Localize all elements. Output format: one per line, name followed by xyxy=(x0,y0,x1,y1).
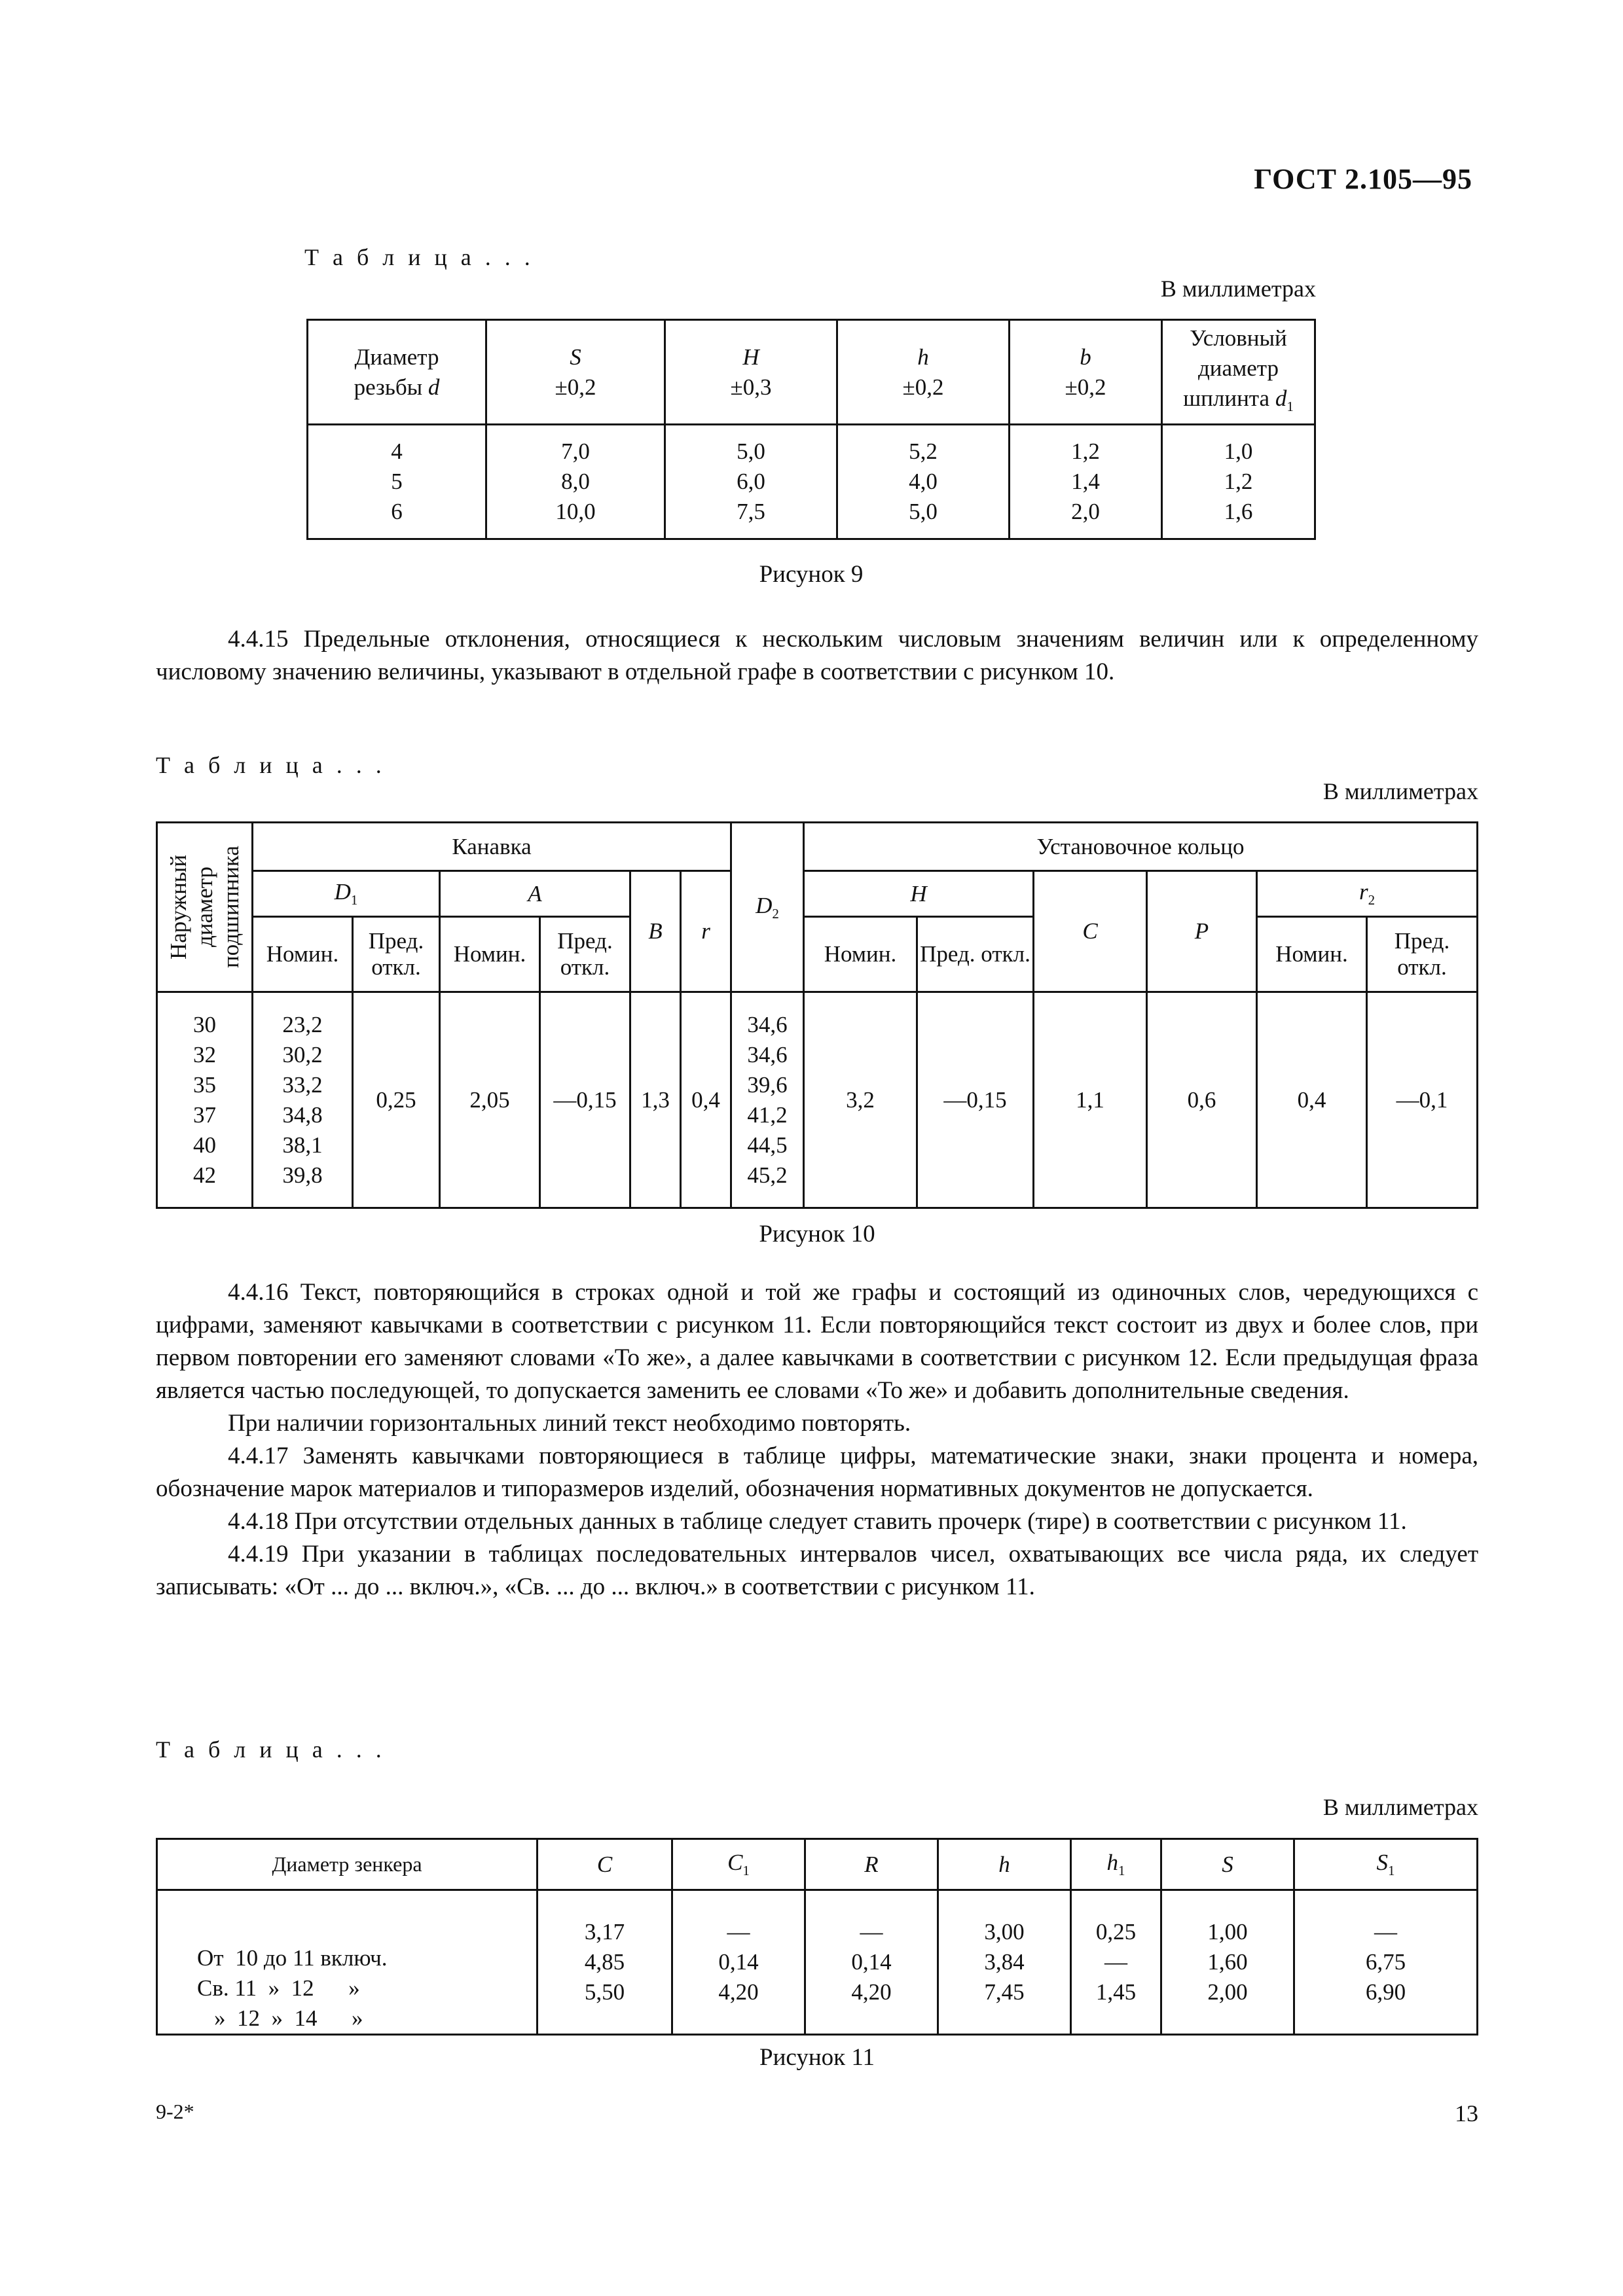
table9 xyxy=(306,319,1316,540)
t9-col-H: 5,0 6,0 7,5 xyxy=(665,425,837,539)
t9-header-h: h ±0,2 xyxy=(837,320,1010,425)
t10-col-D1-nom: 23,2 30,2 33,2 34,8 38,1 39,8 xyxy=(253,992,353,1208)
footer-signature: 9-2* xyxy=(156,2100,194,2123)
t11-col-h: 3,00 3,84 7,45 xyxy=(938,1890,1071,2035)
t11-col-S: 1,00 1,60 2,00 xyxy=(1161,1890,1294,2035)
t10-header-r: r xyxy=(681,871,731,992)
t11-col-C1: — 0,14 4,20 xyxy=(672,1890,805,2035)
t10-D1-dev: 0,25 xyxy=(353,992,440,1208)
t10-r: 0,4 xyxy=(681,992,731,1208)
t10-H-dev-header: Пред. откл. xyxy=(917,917,1034,992)
t11-col-C: 3,17 4,85 5,50 xyxy=(538,1890,672,2035)
paragraph-repeat-lines: При наличии горизонтальных линий текст необходимо повторять. xyxy=(228,1410,911,1437)
paragraph-4-4-15: 4.4.15 Предельные отклонения, относящиеся к нескольким числовым значениям величин или к определенному числовому значению величины, указывают в отдельной графе в соответствии с рисунком 10. xyxy=(156,626,1478,685)
t10-A-nom: 2,05 xyxy=(440,992,540,1208)
t10-C: 1,1 xyxy=(1034,992,1147,1208)
paragraph-4-4-18: 4.4.18 При отсутствии отдельных данных в таблице следует ставить прочерк (тире) в соответствии с рисунком 11. xyxy=(228,1508,1407,1535)
figure10-caption: Рисунок 10 xyxy=(759,1221,875,1247)
t10-D1-dev-header: Пред. откл. xyxy=(353,917,440,992)
t10-P: 0,6 xyxy=(1147,992,1257,1208)
table10-units: В миллиметрах xyxy=(1322,778,1478,804)
table11 xyxy=(156,1838,1478,2036)
table10-label: Т а б л и ц а . . . xyxy=(156,752,386,778)
t10-header-A: A xyxy=(440,871,630,917)
t10-col-D2: 34,6 34,6 39,6 41,2 44,5 45,2 xyxy=(731,992,804,1208)
t10-r2-dev: —0,1 xyxy=(1367,992,1478,1208)
t11-col-S1: — 6,75 6,90 xyxy=(1294,1890,1478,2035)
t10-header-D2: $D_2$ xyxy=(731,823,804,992)
t11-header-h1: $h_1$ xyxy=(1071,1839,1161,1890)
paragraph-4-4-19: 4.4.19 При указании в таблицах последовательных интервалов чисел, охватывающих все числа ряда, их следует записывать: «От ... до ... включ.», «Св. ... до ... включ.» в соответствии с рисунком 11. xyxy=(156,1541,1478,1600)
t10-H-dev: —0,15 xyxy=(917,992,1034,1208)
t10-header-r2: $r_2$ xyxy=(1257,871,1478,917)
t10-header-D1: $D_1$ xyxy=(253,871,440,917)
figure11-caption: Рисунок 11 xyxy=(759,2044,875,2071)
t9-header-d: Диаметр резьбы d xyxy=(308,320,486,425)
t10-header-outer: Наружный диаметр подшипника xyxy=(157,823,253,992)
table9-units: В миллиметрах xyxy=(1160,276,1316,302)
t10-header-C: C xyxy=(1034,871,1147,992)
t10-r2-nom-header: Номин. xyxy=(1257,917,1367,992)
t10-header-ring: Установочное кольцо xyxy=(804,823,1478,871)
t10-D1-nom-header: Номин. xyxy=(253,917,353,992)
t11-header-C: C xyxy=(538,1839,672,1890)
t10-header-H: H xyxy=(804,871,1034,917)
figure9-caption: Рисунок 9 xyxy=(759,561,864,588)
t10-header-groove: Канавка xyxy=(253,823,731,871)
t9-header-d1: Условный диаметр шплинта $d_1$ xyxy=(1162,320,1315,425)
t11-col-diameter: От 10 до 11 включ. Св. 11 » 12 » » 12 » 14 » xyxy=(157,1890,538,2035)
t10-col-outer: 30 32 35 37 40 42 xyxy=(157,992,253,1208)
t9-col-S: 7,0 8,0 10,0 xyxy=(486,425,665,539)
t10-H-nom: 3,2 xyxy=(804,992,917,1208)
t9-header-H: H ±0,3 xyxy=(665,320,837,425)
t9-col-b: 1,2 1,4 2,0 xyxy=(1010,425,1162,539)
t11-header-C1: $C_1$ xyxy=(672,1839,805,1890)
table9-label: Т а б л и ц а . . . xyxy=(304,244,534,270)
t9-header-S: S ±0,2 xyxy=(486,320,665,425)
t11-header-S: S xyxy=(1161,1839,1294,1890)
t9-header-b: b ±0,2 xyxy=(1010,320,1162,425)
t11-col-R: — 0,14 4,20 xyxy=(805,1890,938,2035)
t10-A-dev: —0,15 xyxy=(540,992,630,1208)
paragraphs-4-4-16-to-4-4-19 xyxy=(156,1276,1478,1604)
document-code: ГОСТ 2.105—95 xyxy=(1254,163,1472,195)
t9-col-d: 4 5 6 xyxy=(308,425,486,539)
table10 xyxy=(156,821,1478,1209)
t10-H-nom-header: Номин. xyxy=(804,917,917,992)
t10-r2-nom: 0,4 xyxy=(1257,992,1367,1208)
t11-header-R: R xyxy=(805,1839,938,1890)
t9-col-d1: 1,0 1,2 1,6 xyxy=(1162,425,1315,539)
t10-header-B: B xyxy=(630,871,681,992)
t10-B: 1,3 xyxy=(630,992,681,1208)
t10-A-dev-header: Пред. откл. xyxy=(540,917,630,992)
paragraph-4-4-16: 4.4.16 Текст, повторяющийся в строках одной и той же графы и состоящий из одиночных слов, чередующихся с цифрами, заменяют кавычками в соответствии с рисунком 11. Если повторяющийся текст состоит из двух и более слов, при первом повторении его заменяют словами «То же», а далее кавычками в соответствии с рисунком 12. Если предыдущая фраза является частью последующей, то допускается заменить ее словами «То же» и добавить дополнительные сведения. xyxy=(156,1279,1478,1404)
page-number: 13 xyxy=(1455,2100,1478,2126)
table11-label: Т а б л и ц а . . . xyxy=(156,1736,386,1763)
t10-A-nom-header: Номин. xyxy=(440,917,540,992)
t10-r2-dev-header: Пред. откл. xyxy=(1367,917,1478,992)
t11-col-h1: 0,25 — 1,45 xyxy=(1071,1890,1161,2035)
t11-header-h: h xyxy=(938,1839,1071,1890)
paragraph-4-4-17: 4.4.17 Заменять кавычками повторяющиеся в таблице цифры, математические знаки, знаки процента и номера, обозначение марок материалов и типоразмеров изделий, обозначения нормативных документов не допускается. xyxy=(156,1443,1478,1502)
table11-units: В миллиметрах xyxy=(1322,1794,1478,1820)
t11-header-S1: $S_1$ xyxy=(1294,1839,1478,1890)
t11-header-diameter: Диаметр зенкера xyxy=(157,1839,538,1890)
t10-header-P: P xyxy=(1147,871,1257,992)
t9-col-h: 5,2 4,0 5,0 xyxy=(837,425,1010,539)
